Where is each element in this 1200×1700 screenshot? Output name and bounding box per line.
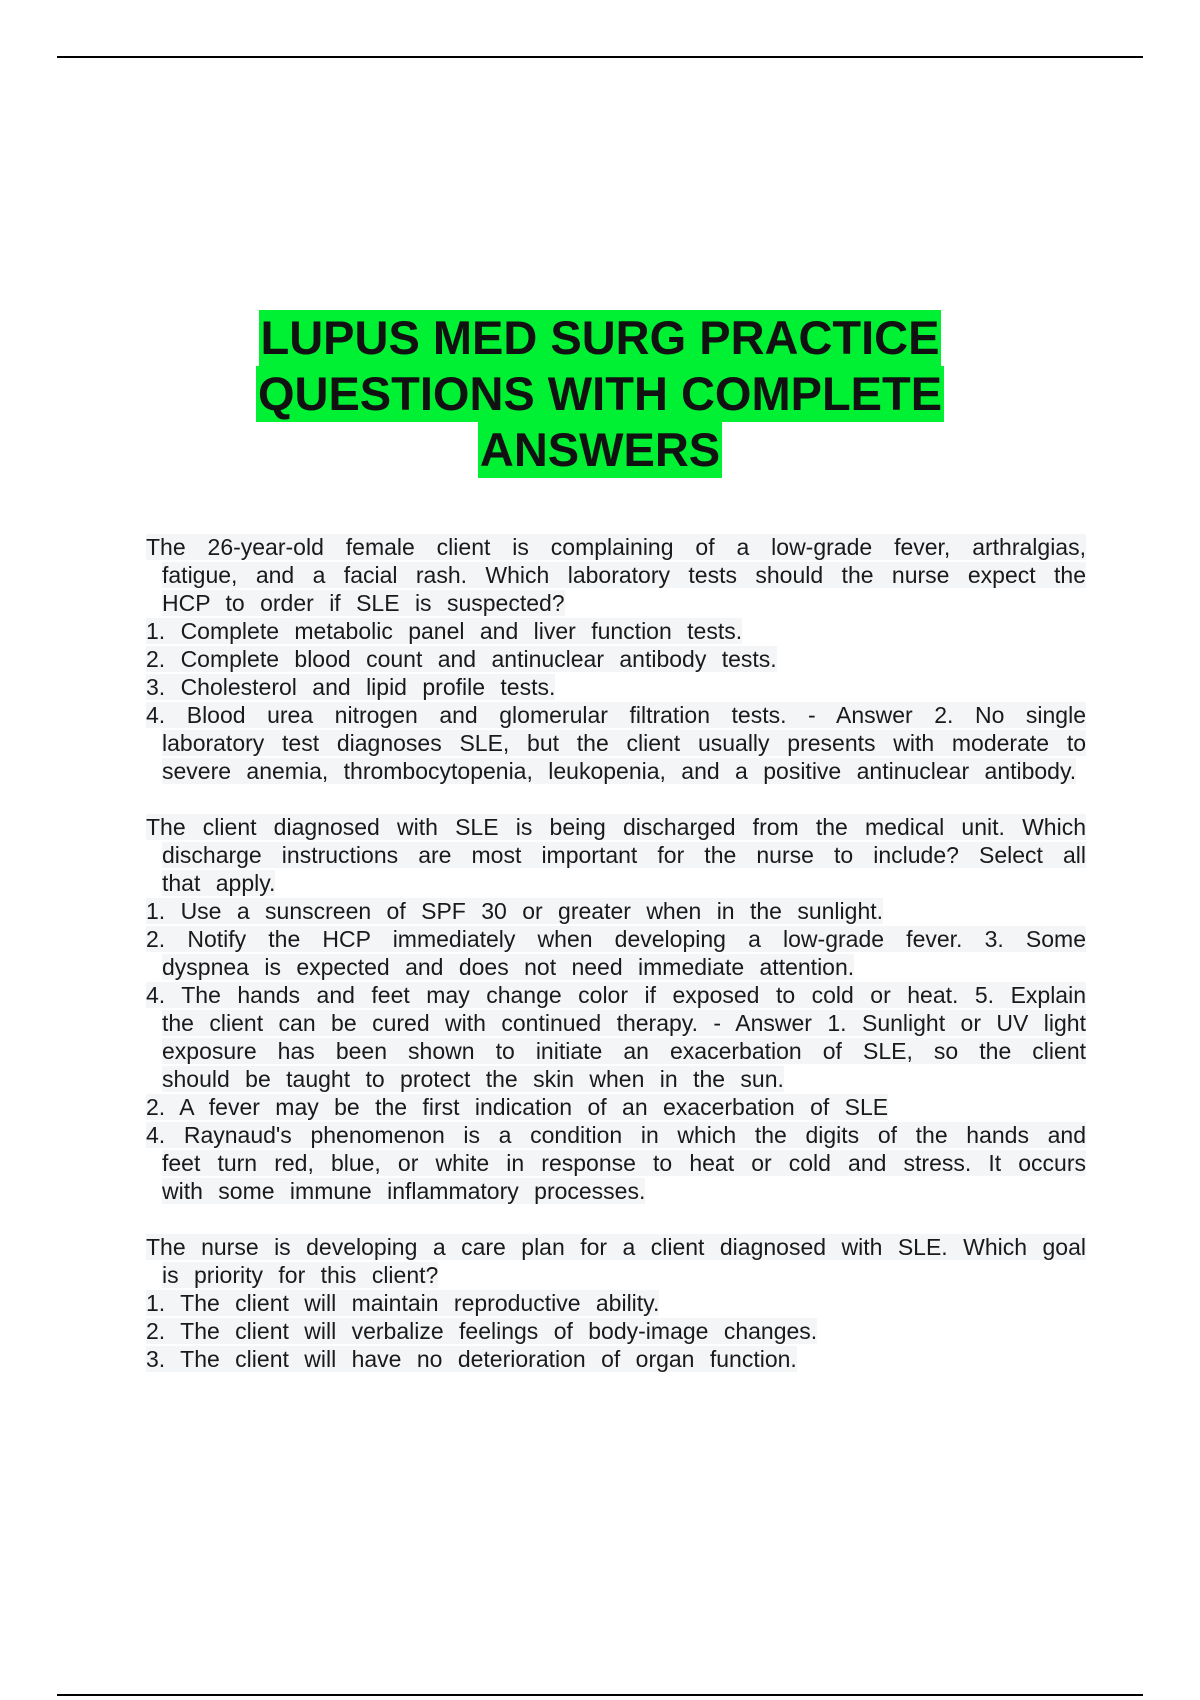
answer-option: 3. Cholesterol and lipid profile tests. xyxy=(146,674,556,700)
answer-option: 2. Notify the HCP immediately when developing a low-grade fever. 3. Some dyspnea is expected and does not need immediate attention. xyxy=(146,926,1086,980)
top-rule xyxy=(57,56,1143,58)
title-line-2: QUESTIONS WITH COMPLETE xyxy=(257,367,943,420)
bottom-rule xyxy=(57,1694,1143,1696)
title-line-1: LUPUS MED SURG PRACTICE xyxy=(260,311,940,364)
rationale-item: 2. A fever may be the first indication of an exacerbation of SLE xyxy=(146,1094,889,1120)
title-line-3: ANSWERS xyxy=(479,423,721,476)
question-1 xyxy=(146,533,1086,785)
answer-option: 1. Use a sunscreen of SPF 30 or greater when in the sunlight. xyxy=(146,898,884,924)
answer-option: 1. Complete metabolic panel and liver function tests. xyxy=(146,618,743,644)
question-stem: The 26-year-old female client is complaining of a low-grade fever, arthralgias, fatigue, and a facial rash. Which laboratory tests should the nurse expect the HCP to order if SLE is suspected? xyxy=(146,534,1086,616)
answer-option: 2. Complete blood count and antinuclear antibody tests. xyxy=(146,646,777,672)
question-stem: The nurse is developing a care plan for a client diagnosed with SLE. Which goal is priority for this client? xyxy=(146,1234,1086,1288)
question-2 xyxy=(146,813,1086,1205)
answer-option: 1. The client will maintain reproductive ability. xyxy=(146,1290,660,1316)
answer-option-with-rationale: 4. Blood urea nitrogen and glomerular filtration tests. - Answer 2. No single laboratory test diagnoses SLE, but the client usually presents with moderate to severe anemia, thrombocytopenia, leukopenia, and a positive antinuclear antibody. xyxy=(146,702,1086,784)
question-stem: The client diagnosed with SLE is being discharged from the medical unit. Which discharge instructions are most important for the nurse to include? Select all that apply. xyxy=(146,814,1086,896)
document-title xyxy=(0,310,1200,478)
answer-option: 3. The client will have no deterioration of organ function. xyxy=(146,1346,797,1372)
rationale-item: 4. Raynaud's phenomenon is a condition in which the digits of the hands and feet turn red, blue, or white in response to heat or cold and stress. It occurs with some immune inflammatory processes. xyxy=(146,1122,1086,1204)
answer-option: 2. The client will verbalize feelings of body-image changes. xyxy=(146,1318,818,1344)
question-3 xyxy=(146,1233,1086,1373)
answer-option-with-rationale: 4. The hands and feet may change color if exposed to cold or heat. 5. Explain the client can be cured with continued therapy. - Answer 1. Sunlight or UV light exposure has been shown to initiate an exacerbation of SLE, so the client should be taught to protect the skin when in the sun. xyxy=(146,982,1086,1092)
document-body xyxy=(146,533,1086,1401)
